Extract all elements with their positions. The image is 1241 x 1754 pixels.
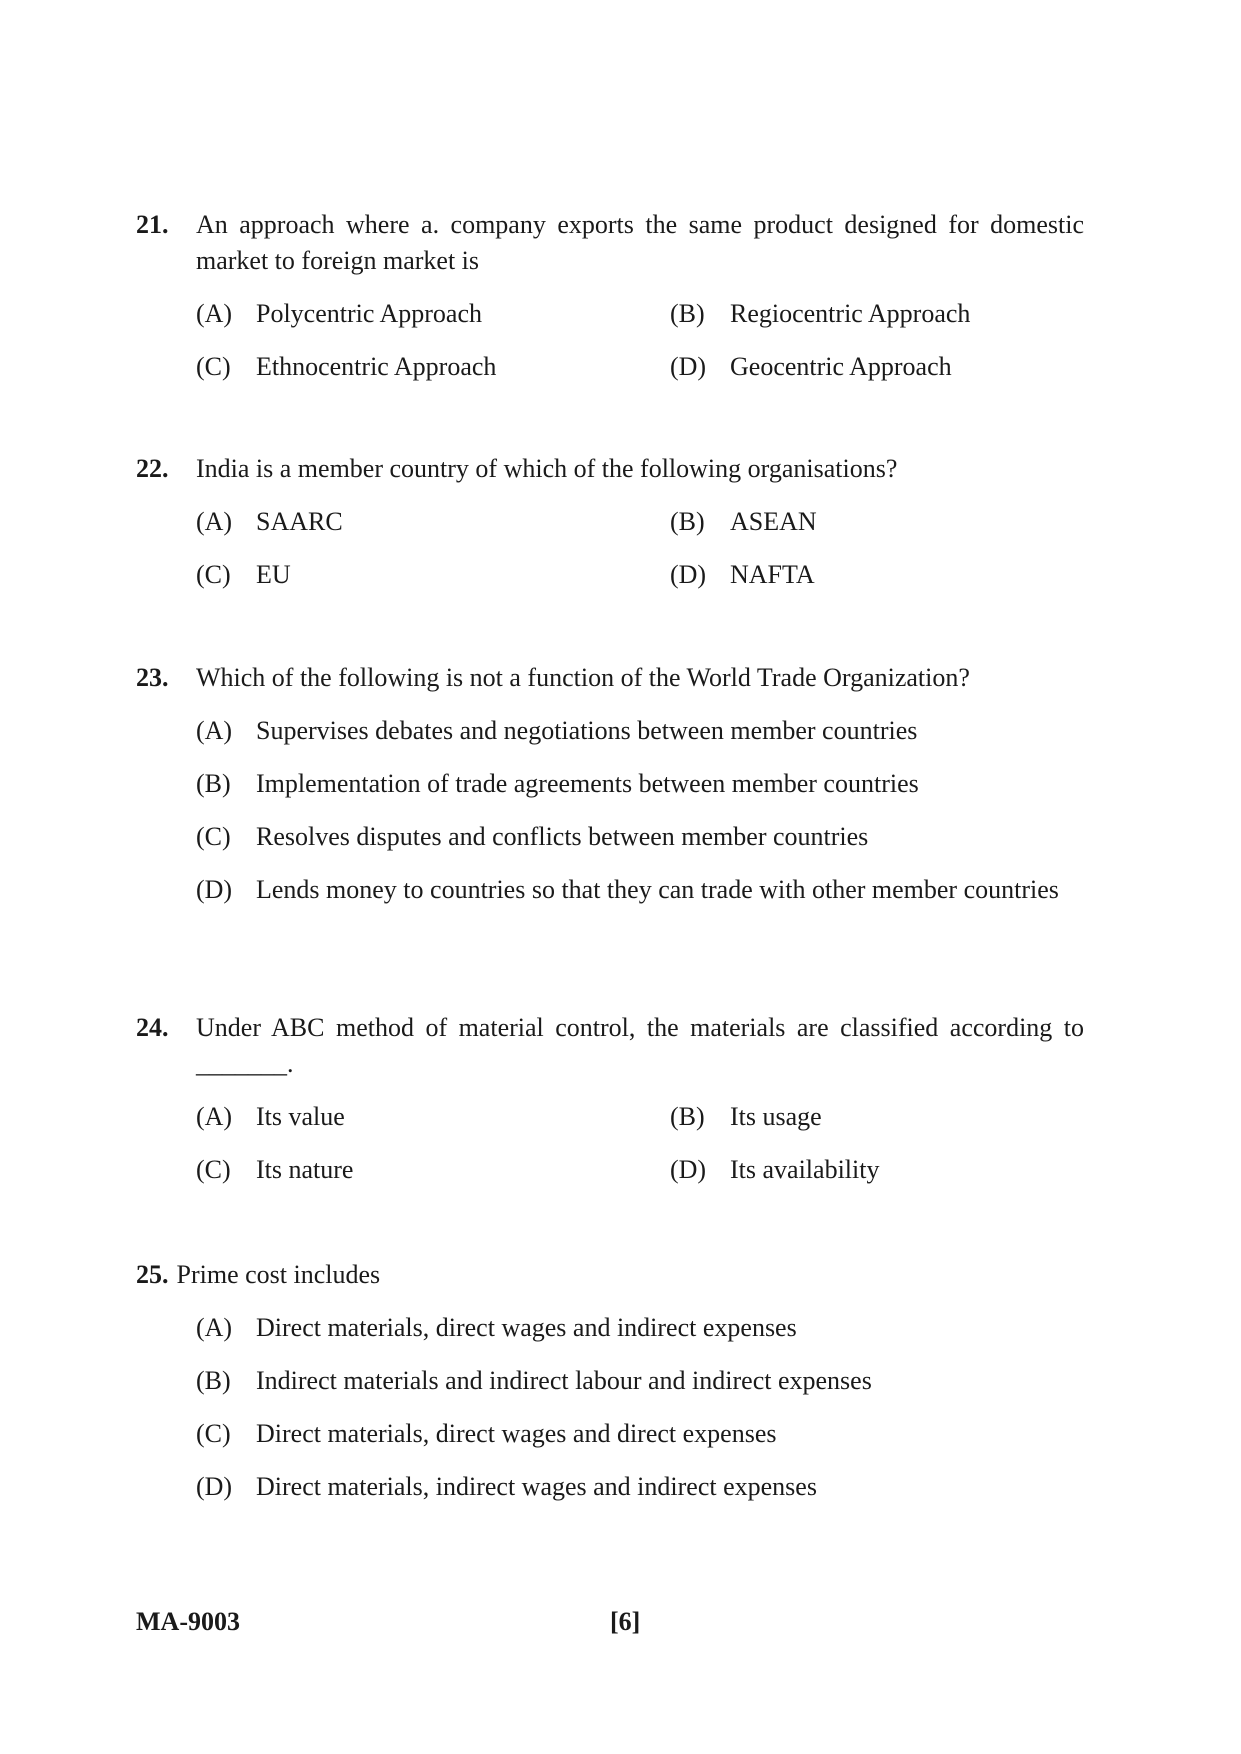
option-a <box>196 1099 670 1135</box>
option-text: ASEAN <box>730 507 817 536</box>
option-label: (D) <box>670 1155 707 1184</box>
question-number: 24. <box>136 1013 169 1042</box>
option-text: Direct materials, indirect wages and indirect expenses <box>256 1472 817 1501</box>
option-c <box>196 1416 1084 1452</box>
option-a <box>196 296 670 332</box>
option-label: (C) <box>196 352 231 381</box>
options-grid <box>196 504 1084 593</box>
option-d <box>670 557 1084 593</box>
question-25 <box>136 1257 1084 1505</box>
option-b <box>196 766 1084 802</box>
page-number: [6] <box>610 1607 641 1636</box>
option-d <box>196 872 1084 908</box>
question-text: Which of the following is not a function of the World Trade Organization? <box>196 663 970 692</box>
question-stem <box>136 451 1084 487</box>
option-text: Its nature <box>256 1155 354 1184</box>
option-a <box>196 504 670 540</box>
options-list <box>196 713 1084 908</box>
option-label: (A) <box>196 1313 233 1342</box>
option-label: (A) <box>196 716 233 745</box>
option-text: Its value <box>256 1102 345 1131</box>
question-22 <box>136 451 1084 593</box>
question-stem <box>136 1010 1084 1082</box>
option-text: Resolves disputes and conflicts between member countries <box>256 822 869 851</box>
option-label: (B) <box>196 769 231 798</box>
options-list <box>196 1310 1084 1505</box>
option-label: (B) <box>670 1102 705 1131</box>
question-21 <box>136 207 1084 385</box>
question-stem <box>136 1257 1084 1293</box>
option-c <box>196 819 1084 855</box>
option-c <box>196 1152 670 1188</box>
option-label: (B) <box>670 507 705 536</box>
option-text: Supervises debates and negotiations between member countries <box>256 716 918 745</box>
option-text: Indirect materials and indirect labour and indirect expenses <box>256 1366 872 1395</box>
option-b <box>196 1363 1084 1399</box>
option-text: Regiocentric Approach <box>730 299 971 328</box>
option-label: (A) <box>196 299 233 328</box>
option-a <box>196 1310 1084 1346</box>
option-d <box>670 349 1084 385</box>
question-stem <box>136 660 1084 696</box>
paper-code: MA-9003 <box>136 1607 240 1636</box>
option-b <box>670 504 1084 540</box>
question-24 <box>136 1010 1084 1188</box>
option-d <box>670 1152 1084 1188</box>
option-text: Geocentric Approach <box>730 352 952 381</box>
question-23 <box>136 660 1084 908</box>
option-label: (D) <box>670 352 707 381</box>
option-label: (C) <box>196 560 231 589</box>
option-text: Implementation of trade agreements between member countries <box>256 769 919 798</box>
question-text: Prime cost includes <box>176 1260 381 1289</box>
option-text: Ethnocentric Approach <box>256 352 497 381</box>
question-text: India is a member country of which of the following organisations? <box>196 454 898 483</box>
question-text: Under ABC method of material control, the materials are classified according to _______. <box>196 1013 1084 1078</box>
question-stem <box>136 207 1084 279</box>
question-number: 21. <box>136 210 169 239</box>
option-label: (A) <box>196 507 233 536</box>
question-number: 22. <box>136 454 169 483</box>
question-number: 23. <box>136 663 169 692</box>
option-c <box>196 349 670 385</box>
options-grid <box>196 296 1084 385</box>
option-label: (C) <box>196 822 231 851</box>
option-label: (A) <box>196 1102 233 1131</box>
question-text: An approach where a. company exports the same product designed for domestic market to foreign market is <box>196 210 1084 275</box>
option-text: Its usage <box>730 1102 822 1131</box>
option-a <box>196 713 1084 749</box>
question-number: 25. <box>136 1260 169 1289</box>
option-c <box>196 557 670 593</box>
option-text: Its availability <box>730 1155 880 1184</box>
option-label: (B) <box>670 299 705 328</box>
option-text: EU <box>256 560 291 589</box>
option-text: SAARC <box>256 507 343 536</box>
option-label: (D) <box>196 875 233 904</box>
option-text: Polycentric Approach <box>256 299 482 328</box>
option-text: Direct materials, direct wages and direct expenses <box>256 1419 777 1448</box>
option-b <box>670 1099 1084 1135</box>
option-text: Direct materials, direct wages and indirect expenses <box>256 1313 797 1342</box>
option-label: (B) <box>196 1366 231 1395</box>
option-d <box>196 1469 1084 1505</box>
option-text: Lends money to countries so that they can trade with other member countries <box>256 875 1059 904</box>
options-grid <box>196 1099 1084 1188</box>
option-text: NAFTA <box>730 560 815 589</box>
option-b <box>670 296 1084 332</box>
option-label: (C) <box>196 1155 231 1184</box>
option-label: (C) <box>196 1419 231 1448</box>
option-label: (D) <box>196 1472 233 1501</box>
option-label: (D) <box>670 560 707 589</box>
